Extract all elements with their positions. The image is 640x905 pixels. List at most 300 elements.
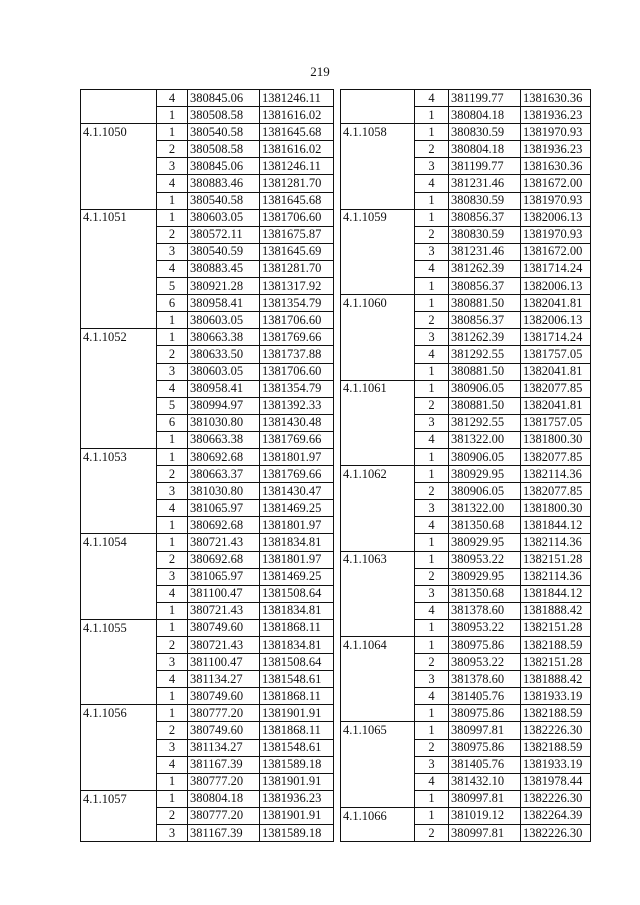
y-coordinate-cell: 1381714.24 <box>521 329 591 346</box>
y-coordinate-cell: 1381801.97 <box>260 551 334 568</box>
point-number-cell: 1 <box>415 637 449 654</box>
y-coordinate-cell: 1381281.70 <box>260 175 334 192</box>
point-number-cell: 2 <box>157 466 188 483</box>
x-coordinate-cell: 380508.58 <box>188 107 260 124</box>
point-number-cell: 3 <box>157 243 188 260</box>
point-number-cell: 2 <box>157 807 188 824</box>
y-coordinate-cell: 1382041.81 <box>521 363 591 380</box>
y-coordinate-cell: 1381430.47 <box>260 483 334 500</box>
section-id-cell <box>341 500 415 517</box>
y-coordinate-cell: 1381392.33 <box>260 397 334 414</box>
table-row <box>341 654 591 671</box>
section-id-cell <box>341 448 415 465</box>
y-coordinate-cell: 1382041.81 <box>521 397 591 414</box>
x-coordinate-cell: 380856.37 <box>449 209 521 226</box>
y-coordinate-cell: 1381706.60 <box>260 209 334 226</box>
x-coordinate-cell: 381405.76 <box>449 688 521 705</box>
point-number-cell: 1 <box>157 773 188 790</box>
section-id-cell: 4.1.1055 <box>81 619 157 636</box>
x-coordinate-cell: 380721.43 <box>188 534 260 551</box>
section-id-cell: 4.1.1063 <box>341 551 415 568</box>
point-number-cell: 2 <box>415 226 449 243</box>
section-id-cell: 4.1.1056 <box>81 705 157 722</box>
y-coordinate-cell: 1382077.85 <box>521 483 591 500</box>
x-coordinate-cell: 380804.18 <box>188 790 260 807</box>
table-row <box>81 483 334 500</box>
section-id-cell <box>341 158 415 175</box>
section-id-cell <box>81 312 157 329</box>
x-coordinate-cell: 380663.38 <box>188 431 260 448</box>
y-coordinate-cell: 1382077.85 <box>521 380 591 397</box>
coordinate-table-body <box>81 90 334 842</box>
x-coordinate-cell: 380975.86 <box>449 637 521 654</box>
table-row <box>341 312 591 329</box>
point-number-cell: 1 <box>415 209 449 226</box>
x-coordinate-cell: 380883.46 <box>188 175 260 192</box>
section-id-cell: 4.1.1057 <box>81 790 157 807</box>
point-number-cell: 3 <box>415 756 449 773</box>
table-row <box>341 260 591 277</box>
x-coordinate-cell: 380830.59 <box>449 226 521 243</box>
y-coordinate-cell: 1381246.11 <box>260 158 334 175</box>
point-number-cell: 3 <box>415 414 449 431</box>
point-number-cell: 1 <box>157 312 188 329</box>
table-row <box>341 158 591 175</box>
table-row <box>81 568 334 585</box>
table-row <box>341 534 591 551</box>
y-coordinate-cell: 1382114.36 <box>521 568 591 585</box>
y-coordinate-cell: 1381616.02 <box>260 141 334 158</box>
table-row <box>81 414 334 431</box>
section-id-cell: 4.1.1053 <box>81 448 157 465</box>
x-coordinate-cell: 380603.05 <box>188 209 260 226</box>
y-coordinate-cell: 1382041.81 <box>521 295 591 312</box>
y-coordinate-cell: 1382151.28 <box>521 619 591 636</box>
table-row <box>81 551 334 568</box>
table-row <box>341 466 591 483</box>
section-id-cell <box>341 688 415 705</box>
y-coordinate-cell: 1381888.42 <box>521 671 591 688</box>
section-id-cell <box>81 278 157 295</box>
x-coordinate-cell: 380692.68 <box>188 517 260 534</box>
y-coordinate-cell: 1381970.93 <box>521 124 591 141</box>
table-row <box>341 756 591 773</box>
section-id-cell: 4.1.1054 <box>81 534 157 551</box>
table-row <box>341 705 591 722</box>
x-coordinate-cell: 380603.05 <box>188 363 260 380</box>
section-id-cell <box>81 175 157 192</box>
x-coordinate-cell: 380906.05 <box>449 483 521 500</box>
section-id-cell <box>81 500 157 517</box>
x-coordinate-cell: 381100.47 <box>188 654 260 671</box>
x-coordinate-cell: 381231.46 <box>449 175 521 192</box>
section-id-cell <box>341 431 415 448</box>
point-number-cell: 1 <box>415 619 449 636</box>
y-coordinate-cell: 1381508.64 <box>260 654 334 671</box>
point-number-cell: 1 <box>415 466 449 483</box>
y-coordinate-cell: 1381970.93 <box>521 192 591 209</box>
table-row <box>341 414 591 431</box>
x-coordinate-cell: 380721.43 <box>188 602 260 619</box>
table-row <box>341 107 591 124</box>
point-number-cell: 1 <box>415 722 449 739</box>
table-row <box>81 260 334 277</box>
point-number-cell: 2 <box>415 397 449 414</box>
table-row <box>341 278 591 295</box>
table-row <box>341 585 591 602</box>
section-id-cell <box>81 602 157 619</box>
table-row <box>341 90 591 107</box>
section-id-cell <box>341 243 415 260</box>
table-row <box>341 346 591 363</box>
point-number-cell: 1 <box>415 192 449 209</box>
x-coordinate-cell: 380975.86 <box>449 705 521 722</box>
point-number-cell: 5 <box>157 278 188 295</box>
y-coordinate-cell: 1381801.97 <box>260 517 334 534</box>
x-coordinate-cell: 380749.60 <box>188 619 260 636</box>
table-row <box>341 790 591 807</box>
section-id-cell <box>81 654 157 671</box>
y-coordinate-cell: 1382226.30 <box>521 722 591 739</box>
y-coordinate-cell: 1381630.36 <box>521 90 591 107</box>
x-coordinate-cell: 381065.97 <box>188 500 260 517</box>
table-row <box>81 671 334 688</box>
table-row <box>81 500 334 517</box>
x-coordinate-cell: 381167.39 <box>188 825 260 842</box>
x-coordinate-cell: 380881.50 <box>449 397 521 414</box>
section-id-cell <box>341 312 415 329</box>
section-id-cell <box>81 756 157 773</box>
section-id-cell <box>81 295 157 312</box>
table-row <box>341 329 591 346</box>
section-id-cell <box>341 278 415 295</box>
x-coordinate-cell: 381199.77 <box>449 158 521 175</box>
table-row <box>81 431 334 448</box>
section-id-cell <box>341 790 415 807</box>
table-row <box>81 226 334 243</box>
x-coordinate-cell: 381231.46 <box>449 243 521 260</box>
section-id-cell <box>81 431 157 448</box>
section-id-cell <box>81 414 157 431</box>
x-coordinate-cell: 380633.50 <box>188 346 260 363</box>
x-coordinate-cell: 381134.27 <box>188 671 260 688</box>
section-id-cell <box>341 602 415 619</box>
table-row <box>81 175 334 192</box>
section-id-cell <box>81 483 157 500</box>
point-number-cell: 4 <box>415 346 449 363</box>
x-coordinate-cell: 380777.20 <box>188 807 260 824</box>
section-id-cell: 4.1.1064 <box>341 637 415 654</box>
y-coordinate-cell: 1381508.64 <box>260 585 334 602</box>
x-coordinate-cell: 381350.68 <box>449 517 521 534</box>
table-row <box>81 722 334 739</box>
x-coordinate-cell: 380845.06 <box>188 90 260 107</box>
y-coordinate-cell: 1381630.36 <box>521 158 591 175</box>
section-id-cell <box>81 739 157 756</box>
table-row <box>81 466 334 483</box>
table-row <box>81 312 334 329</box>
section-id-cell <box>81 363 157 380</box>
section-id-cell <box>341 414 415 431</box>
point-number-cell: 1 <box>415 278 449 295</box>
point-number-cell: 1 <box>157 107 188 124</box>
point-number-cell: 3 <box>415 158 449 175</box>
point-number-cell: 6 <box>157 295 188 312</box>
table-row <box>341 739 591 756</box>
table-row <box>81 619 334 636</box>
point-number-cell: 2 <box>157 551 188 568</box>
point-number-cell: 4 <box>157 756 188 773</box>
y-coordinate-cell: 1381430.48 <box>260 414 334 431</box>
y-coordinate-cell: 1381672.00 <box>521 175 591 192</box>
table-row <box>341 500 591 517</box>
table-row <box>341 637 591 654</box>
y-coordinate-cell: 1381645.69 <box>260 243 334 260</box>
x-coordinate-cell: 380540.59 <box>188 243 260 260</box>
x-coordinate-cell: 380572.11 <box>188 226 260 243</box>
x-coordinate-cell: 380881.50 <box>449 295 521 312</box>
x-coordinate-cell: 380749.60 <box>188 722 260 739</box>
section-id-cell: 4.1.1058 <box>341 124 415 141</box>
x-coordinate-cell: 380856.37 <box>449 278 521 295</box>
y-coordinate-cell: 1382188.59 <box>521 637 591 654</box>
section-id-cell <box>81 260 157 277</box>
point-number-cell: 2 <box>415 739 449 756</box>
y-coordinate-cell: 1381844.12 <box>521 585 591 602</box>
point-number-cell: 1 <box>157 534 188 551</box>
x-coordinate-cell: 380692.68 <box>188 448 260 465</box>
point-number-cell: 2 <box>415 483 449 500</box>
x-coordinate-cell: 381065.97 <box>188 568 260 585</box>
table-row <box>81 585 334 602</box>
point-number-cell: 1 <box>415 534 449 551</box>
section-id-cell <box>341 397 415 414</box>
point-number-cell: 4 <box>157 260 188 277</box>
y-coordinate-cell: 1381901.91 <box>260 807 334 824</box>
table-row <box>81 654 334 671</box>
section-id-cell <box>81 466 157 483</box>
x-coordinate-cell: 381350.68 <box>449 585 521 602</box>
section-id-cell <box>81 825 157 842</box>
x-coordinate-cell: 380804.18 <box>449 107 521 124</box>
x-coordinate-cell: 380663.38 <box>188 329 260 346</box>
coordinate-table-body <box>341 90 591 842</box>
x-coordinate-cell: 381405.76 <box>449 756 521 773</box>
table-row <box>341 380 591 397</box>
x-coordinate-cell: 380994.97 <box>188 397 260 414</box>
x-coordinate-cell: 380804.18 <box>449 141 521 158</box>
table-row <box>81 346 334 363</box>
y-coordinate-cell: 1381645.68 <box>260 124 334 141</box>
y-coordinate-cell: 1381469.25 <box>260 568 334 585</box>
x-coordinate-cell: 380921.28 <box>188 278 260 295</box>
y-coordinate-cell: 1381281.70 <box>260 260 334 277</box>
y-coordinate-cell: 1381936.23 <box>260 790 334 807</box>
section-id-cell <box>81 397 157 414</box>
table-row <box>81 380 334 397</box>
point-number-cell: 4 <box>157 500 188 517</box>
x-coordinate-cell: 380958.41 <box>188 295 260 312</box>
y-coordinate-cell: 1381672.00 <box>521 243 591 260</box>
x-coordinate-cell: 380845.06 <box>188 158 260 175</box>
table-row <box>81 807 334 824</box>
section-id-cell <box>81 551 157 568</box>
point-number-cell: 1 <box>157 688 188 705</box>
point-number-cell: 6 <box>157 414 188 431</box>
section-id-cell <box>341 654 415 671</box>
section-id-cell: 4.1.1066 <box>341 807 415 824</box>
y-coordinate-cell: 1381800.30 <box>521 500 591 517</box>
x-coordinate-cell: 381134.27 <box>188 739 260 756</box>
section-id-cell <box>81 517 157 534</box>
section-id-cell <box>341 825 415 842</box>
table-row <box>81 124 334 141</box>
table-row <box>341 295 591 312</box>
point-number-cell: 4 <box>415 773 449 790</box>
y-coordinate-cell: 1382226.30 <box>521 825 591 842</box>
point-number-cell: 3 <box>415 243 449 260</box>
table-row <box>341 619 591 636</box>
table-row <box>341 773 591 790</box>
point-number-cell: 1 <box>415 295 449 312</box>
table-row <box>81 397 334 414</box>
table-row <box>341 397 591 414</box>
section-id-cell: 4.1.1051 <box>81 209 157 226</box>
point-number-cell: 2 <box>415 568 449 585</box>
y-coordinate-cell: 1381589.18 <box>260 756 334 773</box>
point-number-cell: 1 <box>415 124 449 141</box>
table-row <box>81 90 334 107</box>
section-id-cell <box>81 568 157 585</box>
section-id-cell <box>81 243 157 260</box>
x-coordinate-cell: 381100.47 <box>188 585 260 602</box>
y-coordinate-cell: 1381868.11 <box>260 688 334 705</box>
table-row <box>341 825 591 842</box>
x-coordinate-cell: 380906.05 <box>449 448 521 465</box>
y-coordinate-cell: 1381548.61 <box>260 739 334 756</box>
point-number-cell: 1 <box>157 192 188 209</box>
y-coordinate-cell: 1382006.13 <box>521 209 591 226</box>
point-number-cell: 4 <box>157 671 188 688</box>
x-coordinate-cell: 380958.41 <box>188 380 260 397</box>
y-coordinate-cell: 1382151.28 <box>521 654 591 671</box>
x-coordinate-cell: 381292.55 <box>449 414 521 431</box>
section-id-cell <box>341 568 415 585</box>
x-coordinate-cell: 380721.43 <box>188 637 260 654</box>
table-row <box>81 790 334 807</box>
y-coordinate-cell: 1381834.81 <box>260 637 334 654</box>
x-coordinate-cell: 380883.45 <box>188 260 260 277</box>
point-number-cell: 3 <box>157 483 188 500</box>
point-number-cell: 1 <box>157 602 188 619</box>
table-row <box>341 431 591 448</box>
section-id-cell <box>81 585 157 602</box>
x-coordinate-cell: 380540.58 <box>188 192 260 209</box>
point-number-cell: 2 <box>157 141 188 158</box>
section-id-cell <box>81 158 157 175</box>
x-coordinate-cell: 380540.58 <box>188 124 260 141</box>
point-number-cell: 1 <box>415 107 449 124</box>
y-coordinate-cell: 1381933.19 <box>521 756 591 773</box>
x-coordinate-cell: 380953.22 <box>449 551 521 568</box>
table-row <box>341 175 591 192</box>
y-coordinate-cell: 1382188.59 <box>521 739 591 756</box>
x-coordinate-cell: 381262.39 <box>449 260 521 277</box>
x-coordinate-cell: 380663.37 <box>188 466 260 483</box>
section-id-cell <box>81 671 157 688</box>
y-coordinate-cell: 1381970.93 <box>521 226 591 243</box>
table-row <box>341 483 591 500</box>
point-number-cell: 4 <box>157 90 188 107</box>
section-id-cell <box>81 90 157 107</box>
x-coordinate-cell: 380997.81 <box>449 825 521 842</box>
point-number-cell: 3 <box>157 825 188 842</box>
x-coordinate-cell: 381019.12 <box>449 807 521 824</box>
section-id-cell <box>341 619 415 636</box>
section-id-cell <box>81 722 157 739</box>
table-row <box>81 517 334 534</box>
x-coordinate-cell: 381322.00 <box>449 500 521 517</box>
table-row <box>81 243 334 260</box>
section-id-cell <box>81 637 157 654</box>
x-coordinate-cell: 380777.20 <box>188 773 260 790</box>
y-coordinate-cell: 1381675.87 <box>260 226 334 243</box>
point-number-cell: 1 <box>415 807 449 824</box>
y-coordinate-cell: 1381936.23 <box>521 141 591 158</box>
x-coordinate-cell: 380508.58 <box>188 141 260 158</box>
table-row <box>341 209 591 226</box>
y-coordinate-cell: 1381548.61 <box>260 671 334 688</box>
y-coordinate-cell: 1381354.79 <box>260 380 334 397</box>
x-coordinate-cell: 380830.59 <box>449 192 521 209</box>
section-id-cell <box>341 107 415 124</box>
y-coordinate-cell: 1381844.12 <box>521 517 591 534</box>
point-number-cell: 3 <box>415 500 449 517</box>
table-row <box>341 551 591 568</box>
y-coordinate-cell: 1382114.36 <box>521 534 591 551</box>
section-id-cell: 4.1.1050 <box>81 124 157 141</box>
table-row <box>341 226 591 243</box>
x-coordinate-cell: 380777.20 <box>188 705 260 722</box>
section-id-cell <box>81 773 157 790</box>
point-number-cell: 2 <box>415 654 449 671</box>
section-id-cell <box>341 739 415 756</box>
y-coordinate-cell: 1381868.11 <box>260 722 334 739</box>
y-coordinate-cell: 1381616.02 <box>260 107 334 124</box>
x-coordinate-cell: 380997.81 <box>449 790 521 807</box>
table-row <box>81 773 334 790</box>
section-id-cell <box>81 380 157 397</box>
table-row <box>81 739 334 756</box>
x-coordinate-cell: 381292.55 <box>449 346 521 363</box>
x-coordinate-cell: 381262.39 <box>449 329 521 346</box>
point-number-cell: 3 <box>415 329 449 346</box>
point-number-cell: 1 <box>157 124 188 141</box>
y-coordinate-cell: 1381769.66 <box>260 431 334 448</box>
table-row <box>341 517 591 534</box>
x-coordinate-cell: 380953.22 <box>449 619 521 636</box>
section-id-cell <box>341 585 415 602</box>
y-coordinate-cell: 1382188.59 <box>521 705 591 722</box>
point-number-cell: 3 <box>157 654 188 671</box>
section-id-cell <box>341 260 415 277</box>
y-coordinate-cell: 1382151.28 <box>521 551 591 568</box>
section-id-cell <box>81 141 157 158</box>
table-row <box>341 141 591 158</box>
table-row <box>341 124 591 141</box>
x-coordinate-cell: 380929.95 <box>449 568 521 585</box>
y-coordinate-cell: 1381469.25 <box>260 500 334 517</box>
